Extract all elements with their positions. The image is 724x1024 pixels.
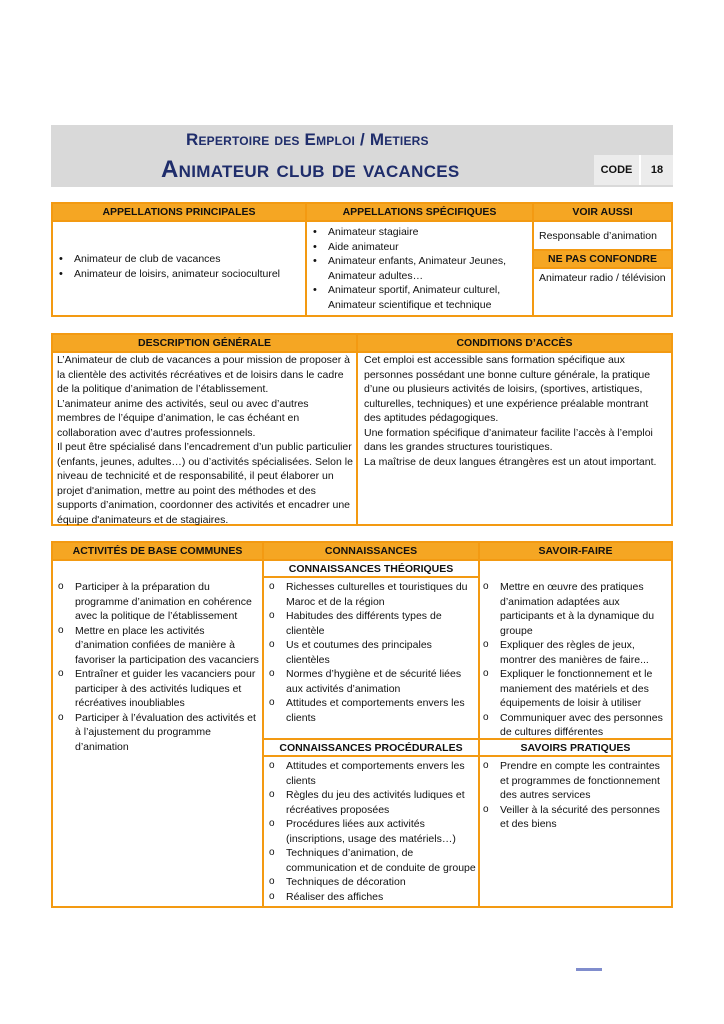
- connaissances-theoriques-list: [268, 580, 476, 725]
- list-item: o Habitudes des différents types de clientèle: [268, 609, 476, 638]
- list-item: o Attitudes et comportements envers les clients: [268, 759, 476, 788]
- list-item: • Animateur sportif, Animateur culturel, Animateur scientifique et technique: [310, 283, 528, 312]
- code-label: CODE: [594, 155, 641, 185]
- divider: [534, 267, 671, 269]
- connaissances-header: CONNAISSANCES: [264, 543, 478, 559]
- footer-mark: [576, 968, 602, 971]
- divider: [478, 543, 480, 906]
- list-item: • Animateur enfants, Animateur Jeunes, Animateur adultes…: [310, 254, 528, 283]
- savoirs-pratiques-header: SAVOIRS PRATIQUES: [480, 740, 671, 756]
- divider: [356, 335, 358, 524]
- list-item: o Veiller à la sécurité des personnes et des biens: [482, 803, 668, 832]
- appellations-principales-header: APPELLATIONS PRINCIPALES: [53, 204, 305, 220]
- page-header: [51, 125, 673, 187]
- appellations-principales-list: [56, 252, 302, 281]
- list-item: o Entraîner et guider les vacanciers pour participer à des activités ludiques et récréatives inoubliables: [57, 667, 260, 711]
- list-item: o Règles du jeu des activités ludiques et récréatives proposées: [268, 788, 476, 817]
- conditions-acces-header: CONDITIONS D’ACCÈS: [358, 335, 671, 351]
- connaissances-procedurales-header: CONNAISSANCES PROCÉDURALES: [264, 740, 478, 756]
- list-item: o Prendre en compte les contraintes et programmes de fonctionnement des autres services: [482, 759, 668, 803]
- divider: [262, 543, 264, 906]
- ne-pas-confondre-header: NE PAS CONFONDRE: [534, 251, 671, 267]
- list-item: o Réaliser des affiches: [268, 890, 476, 905]
- list-item: • Animateur de club de vacances: [56, 252, 302, 267]
- savoir-faire-list: [482, 580, 668, 740]
- voir-aussi-header: VOIR AUSSI: [534, 204, 671, 220]
- list-item: • Animateur stagiaire: [310, 225, 528, 240]
- list-item: o Mettre en œuvre des pratiques d’animation adaptées aux participants et à la dynamique du groupe: [482, 580, 668, 638]
- list-item: o Us et coutumes des principales clientèles: [268, 638, 476, 667]
- list-item: o Richesses culturelles et touristiques du Maroc et de la région: [268, 580, 476, 609]
- list-item: • Aide animateur: [310, 240, 528, 255]
- job-title: Animateur club de vacances: [161, 156, 460, 183]
- list-item: o Expliquer le fonctionnement et le maniement des matériels et des équipements de loisir à utiliser: [482, 667, 668, 711]
- list-item: o Procédures liées aux activités (inscriptions, usage des matériels…): [268, 817, 476, 846]
- description-text: L’Animateur de club de vacances a pour mission de proposer à la clientèle des activités récréatives et de loisirs dans le cadre de la politique d’animation de l’établissement. L’animateur anime des activités, seul ou avec d’autres membres de l’équipe d’animation, le cas échéant en collaboration avec d’autres professionnels. Il peut être spécialisé dans l’encadrement d’un public particulier (enfants, jeunes, adultes…) ou d’activités spécialisées. Selon le niveau de technicité et de responsabilité, il peut élaborer un projet d'animation, mettre au point des méthodes et des supports d’animation, coordonner des activités et encadrer une équipe d'animateurs et de stagiaires.: [57, 354, 353, 526]
- list-item: o Participer à l’évaluation des activités et à l’ajustement du programme d’animation: [57, 711, 260, 755]
- list-item: o Attitudes et comportements envers les clients: [268, 696, 476, 725]
- divider: [264, 755, 671, 757]
- appellations-specifiques-list: [310, 225, 528, 312]
- list-item: o Mettre en place les activités d’animation confiées de manière à favoriser la participation des vacanciers: [57, 624, 260, 668]
- divider: [53, 220, 671, 222]
- list-item: o Communiquer avec des personnes de cultures différentes: [482, 711, 668, 740]
- connaissances-procedurales-list: [268, 759, 476, 904]
- list-item: • Animateur de loisirs, animateur socioculturel: [56, 267, 302, 282]
- document-title: Repertoire des Emploi / Metiers: [186, 130, 429, 149]
- ne-pas-confondre-value: Animateur radio / télévision: [539, 272, 666, 284]
- divider: [264, 576, 478, 578]
- activites-list: [57, 580, 260, 754]
- activites-header: ACTIVITÉS DE BASE COMMUNES: [53, 543, 262, 559]
- list-item: o Techniques de décoration: [268, 875, 476, 890]
- savoir-faire-header: SAVOIR-FAIRE: [480, 543, 671, 559]
- code-value: 18: [641, 155, 673, 185]
- list-item: o Techniques d’animation, de communication et de conduite de groupe: [268, 846, 476, 875]
- voir-aussi-value: Responsable d’animation: [539, 230, 657, 242]
- list-item: o Expliquer des règles de jeux, montrer des manières de faire...: [482, 638, 668, 667]
- description-generale-header: DESCRIPTION GÉNÉRALE: [53, 335, 356, 351]
- conditions-text: Cet emploi est accessible sans formation spécifique aux personnes possédant une bonne culture générale, la pratique d’une ou plusieurs activités de loisirs, (sportives, artistiques, culturelles, techniques) et une expérience préalable montrant des aptitudes pédagogiques. Une formation spécifique d’animateur facilite l’accès à l’emploi dans les grandes structures touristiques. La maîtrise de deux langues étrangères est un atout important.: [364, 354, 657, 468]
- list-item: o Normes d’hygiène et de sécurité liées aux activités d’animation: [268, 667, 476, 696]
- list-item: o Participer à la préparation du programme d’animation en cohérence avec la politique de l’établissement: [57, 580, 260, 624]
- appellations-specifiques-header: APPELLATIONS SPÉCIFIQUES: [307, 204, 532, 220]
- connaissances-theoriques-header: CONNAISSANCES THÉORIQUES: [264, 561, 478, 577]
- savoirs-pratiques-list: [482, 759, 668, 832]
